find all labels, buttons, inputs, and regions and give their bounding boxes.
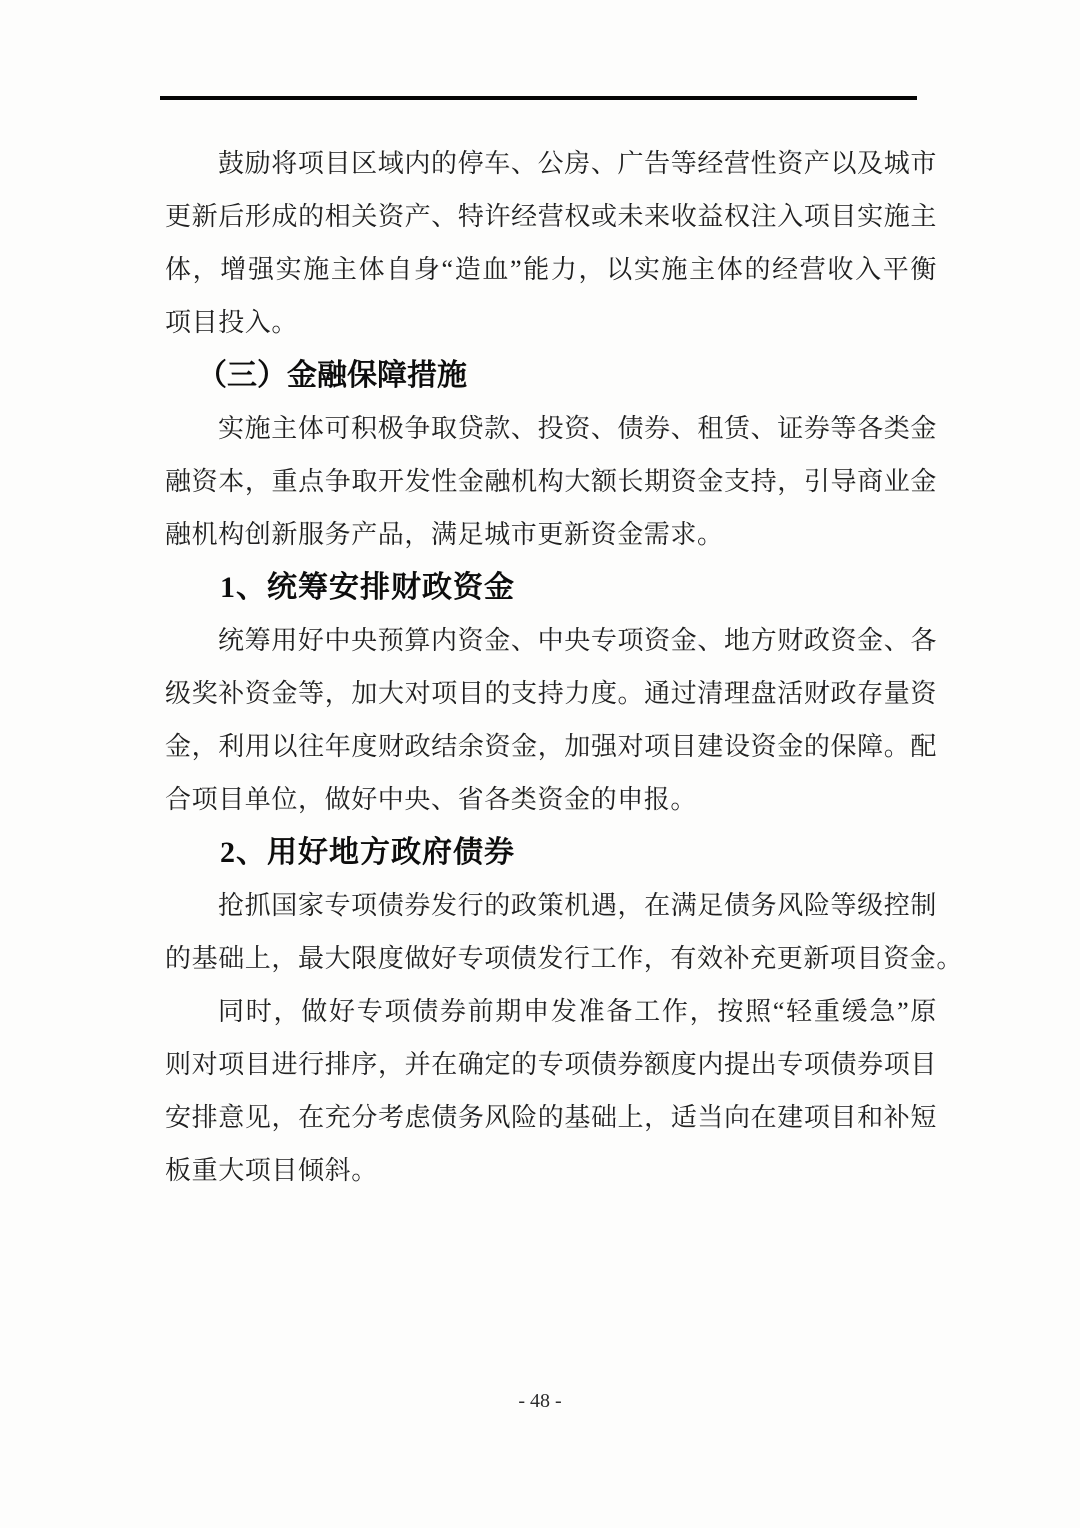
para-financial-capital (165, 402, 937, 561)
text-line: 统筹用好中央预算内资金、中央专项资金、地方财政资金、各 (218, 626, 937, 655)
document-body (165, 137, 964, 1197)
page-number: - 48 - (518, 1390, 562, 1412)
heading-local-government-bonds: 2、用好地方政府债券 (220, 836, 515, 869)
text-line: 合项目单位，做好中央、省各类资金的申报。 (165, 785, 698, 814)
text-line: 抢抓国家专项债券发行的政策机遇，在满足债务风险等级控制 (218, 891, 937, 920)
text-line: 更新后形成的相关资产、特许经营权或未来收益权注入项目实施主 (165, 202, 937, 231)
para-fiscal-funds (165, 614, 937, 826)
text-line: 则对项目进行排序，并在确定的专项债券额度内提出专项债券项目 (165, 1050, 937, 1079)
heading-financial-guarantee-measures: （三）金融保障措施 (197, 359, 467, 392)
text-line: 金，利用以往年度财政结余资金，加强对项目建设资金的保障。配 (165, 732, 937, 761)
para-special-bond-opportunity (165, 879, 964, 985)
text-line: 同时，做好专项债券前期申发准备工作，按照“轻重缓急”原 (218, 997, 937, 1026)
text-line: 体，增强实施主体自身“造血”能力，以实施主体的经营收入平衡 (165, 255, 937, 284)
text-line: 项目投入。 (165, 308, 299, 337)
text-line: 实施主体可积极争取贷款、投资、债券、租赁、证券等各类金 (218, 414, 937, 443)
para-asset-injection (165, 137, 937, 349)
text-line: 安排意见，在充分考虑债务风险的基础上，适当向在建项目和补短 (165, 1103, 937, 1132)
text-line: 的基础上，最大限度做好专项债发行工作，有效补充更新项目资金。 (165, 944, 964, 973)
text-line: 鼓励将项目区域内的停车、公房、广告等经营性资产以及城市 (218, 149, 937, 178)
text-line: 级奖补资金等，加大对项目的支持力度。通过清理盘活财政存量资 (165, 679, 937, 708)
text-line: 融资本，重点争取开发性金融机构大额长期资金支持，引导商业金 (165, 467, 937, 496)
header-rule (160, 96, 917, 100)
text-line: 融机构创新服务产品，满足城市更新资金需求。 (165, 520, 724, 549)
text-line: 板重大项目倾斜。 (165, 1156, 378, 1185)
para-special-bond-preparation (165, 985, 937, 1197)
heading-fiscal-funds: 1、统筹安排财政资金 (220, 571, 515, 604)
